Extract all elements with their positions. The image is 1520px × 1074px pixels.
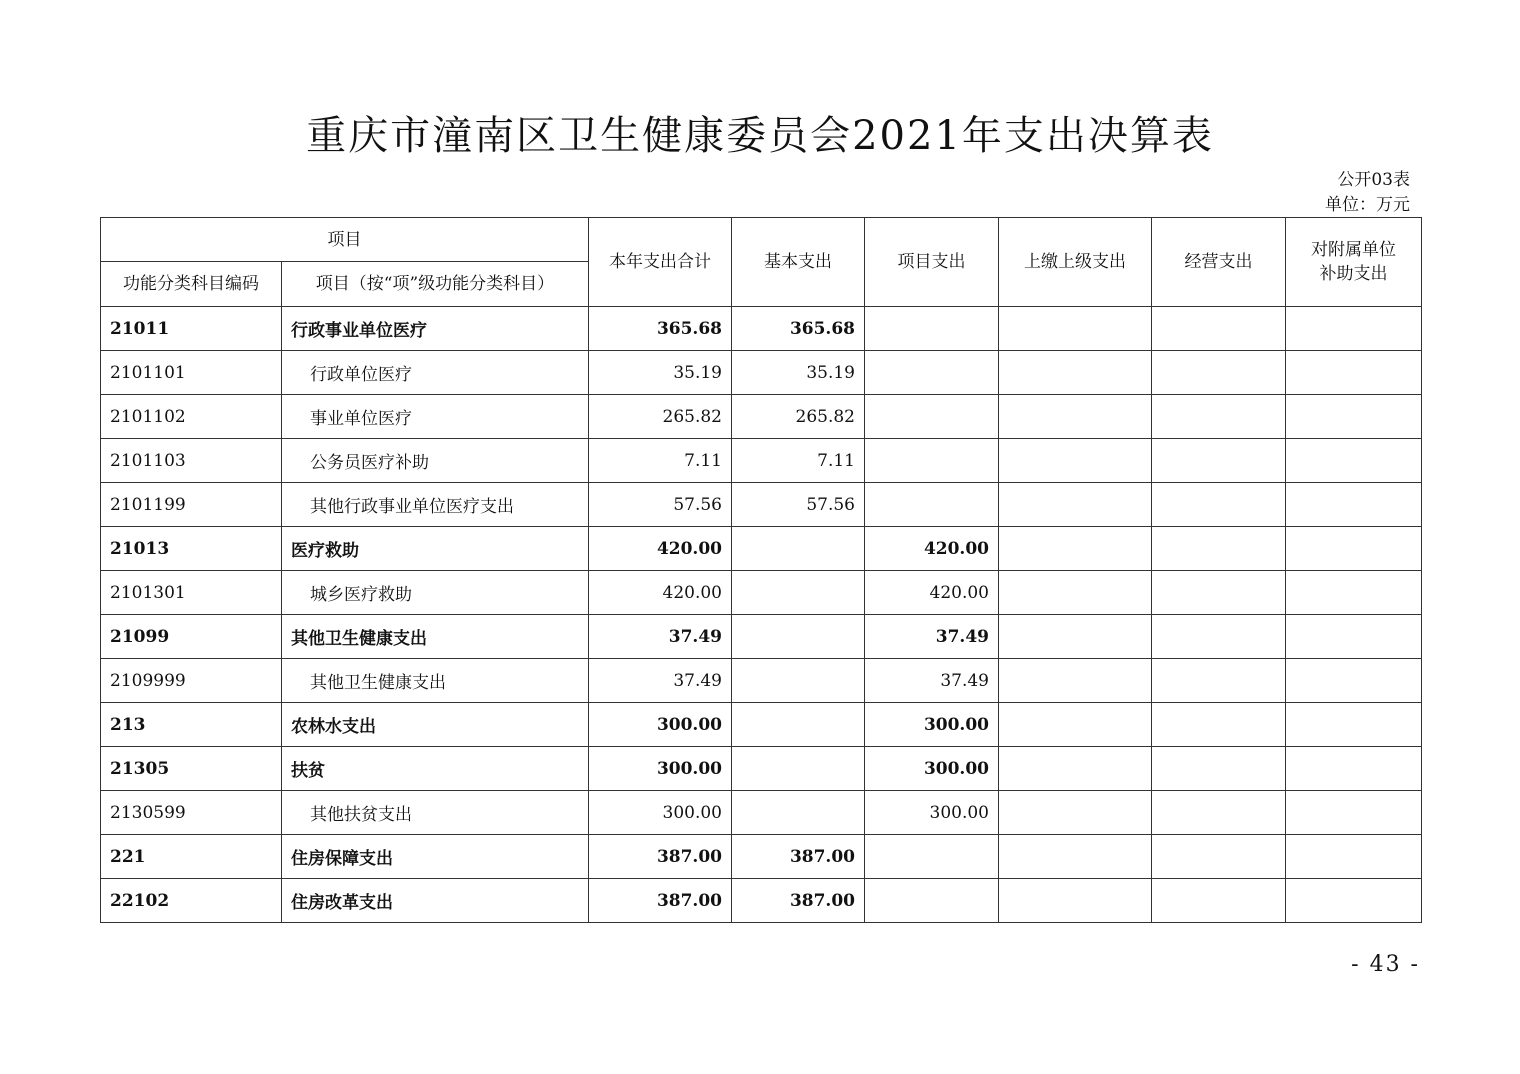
cell-subsidy	[1286, 879, 1422, 923]
cell-upper	[999, 791, 1152, 835]
table-row	[101, 615, 1422, 659]
cell-project	[865, 395, 999, 439]
table-row	[101, 439, 1422, 483]
cell-total: 420.00	[589, 527, 732, 571]
cell-subsidy	[1286, 439, 1422, 483]
cell-subsidy	[1286, 703, 1422, 747]
header-upper-remittance: 上缴上级支出	[999, 218, 1152, 307]
cell-project: 37.49	[865, 659, 999, 703]
cell-name: 医疗救助	[282, 527, 589, 571]
cell-project	[865, 879, 999, 923]
cell-business	[1152, 483, 1286, 527]
cell-business	[1152, 615, 1286, 659]
header-code: 功能分类科目编码	[101, 262, 282, 307]
cell-total: 365.68	[589, 307, 732, 351]
cell-project	[865, 439, 999, 483]
cell-business	[1152, 659, 1286, 703]
cell-total: 57.56	[589, 483, 732, 527]
cell-project	[865, 835, 999, 879]
cell-project: 420.00	[865, 571, 999, 615]
cell-name: 扶贫	[282, 747, 589, 791]
cell-upper	[999, 439, 1152, 483]
table-row	[101, 395, 1422, 439]
table-row	[101, 835, 1422, 879]
table-row	[101, 879, 1422, 923]
cell-total: 387.00	[589, 835, 732, 879]
cell-code: 2130599	[101, 791, 282, 835]
cell-name: 行政事业单位医疗	[282, 307, 589, 351]
table-row	[101, 703, 1422, 747]
cell-total: 37.49	[589, 615, 732, 659]
cell-basic	[732, 791, 865, 835]
cell-business	[1152, 527, 1286, 571]
cell-code: 221	[101, 835, 282, 879]
cell-upper	[999, 395, 1152, 439]
cell-name: 事业单位医疗	[282, 395, 589, 439]
cell-name: 行政单位医疗	[282, 351, 589, 395]
cell-project: 300.00	[865, 747, 999, 791]
cell-basic: 265.82	[732, 395, 865, 439]
cell-basic: 57.56	[732, 483, 865, 527]
cell-basic	[732, 747, 865, 791]
header-subsidy-line1: 对附属单位	[1311, 240, 1396, 260]
cell-code: 2101103	[101, 439, 282, 483]
cell-total: 7.11	[589, 439, 732, 483]
cell-name: 其他卫生健康支出	[282, 615, 589, 659]
page-title: 重庆市潼南区卫生健康委员会2021年支出决算表	[306, 113, 1214, 159]
cell-total: 300.00	[589, 791, 732, 835]
cell-total: 35.19	[589, 351, 732, 395]
cell-name: 住房改革支出	[282, 879, 589, 923]
cell-subsidy	[1286, 835, 1422, 879]
cell-name: 其他卫生健康支出	[282, 659, 589, 703]
cell-upper	[999, 527, 1152, 571]
cell-total: 420.00	[589, 571, 732, 615]
cell-total: 387.00	[589, 879, 732, 923]
expenditure-table	[100, 217, 1422, 923]
table-row	[101, 747, 1422, 791]
cell-subsidy	[1286, 483, 1422, 527]
header-subsidy-line2: 补助支出	[1319, 264, 1388, 284]
cell-upper	[999, 571, 1152, 615]
cell-business	[1152, 395, 1286, 439]
cell-project: 420.00	[865, 527, 999, 571]
cell-basic	[732, 571, 865, 615]
cell-upper	[999, 615, 1152, 659]
page-number: - 43 -	[1351, 952, 1420, 977]
cell-code: 2109999	[101, 659, 282, 703]
cell-business	[1152, 571, 1286, 615]
cell-subsidy	[1286, 307, 1422, 351]
header-subsidy	[1286, 218, 1422, 307]
header-name: 项目（按“项”级功能分类科目）	[282, 262, 589, 307]
cell-basic: 387.00	[732, 835, 865, 879]
cell-business	[1152, 835, 1286, 879]
cell-business	[1152, 879, 1286, 923]
cell-code: 21099	[101, 615, 282, 659]
cell-upper	[999, 747, 1152, 791]
header-business: 经营支出	[1152, 218, 1286, 307]
cell-basic: 387.00	[732, 879, 865, 923]
table-row	[101, 791, 1422, 835]
cell-subsidy	[1286, 659, 1422, 703]
cell-project: 300.00	[865, 791, 999, 835]
cell-subsidy	[1286, 747, 1422, 791]
cell-subsidy	[1286, 615, 1422, 659]
unit-label: 单位：万元	[1325, 195, 1410, 215]
cell-subsidy	[1286, 351, 1422, 395]
cell-basic	[732, 659, 865, 703]
cell-name: 住房保障支出	[282, 835, 589, 879]
cell-name: 农林水支出	[282, 703, 589, 747]
cell-subsidy	[1286, 395, 1422, 439]
cell-upper	[999, 307, 1152, 351]
cell-code: 21013	[101, 527, 282, 571]
cell-business	[1152, 703, 1286, 747]
cell-upper	[999, 483, 1152, 527]
table-row	[101, 527, 1422, 571]
cell-project	[865, 483, 999, 527]
cell-project	[865, 351, 999, 395]
cell-project: 37.49	[865, 615, 999, 659]
table-header	[101, 218, 1422, 307]
cell-code: 2101102	[101, 395, 282, 439]
header-project-expenditure: 项目支出	[865, 218, 999, 307]
table-row	[101, 351, 1422, 395]
table-row	[101, 483, 1422, 527]
cell-basic	[732, 703, 865, 747]
cell-project	[865, 307, 999, 351]
header-total: 本年支出合计	[589, 218, 732, 307]
cell-code: 21011	[101, 307, 282, 351]
cell-code: 2101301	[101, 571, 282, 615]
cell-business	[1152, 747, 1286, 791]
form-number: 公开03表	[1337, 170, 1410, 190]
cell-business	[1152, 307, 1286, 351]
cell-business	[1152, 351, 1286, 395]
cell-basic	[732, 527, 865, 571]
cell-business	[1152, 439, 1286, 483]
cell-code: 2101199	[101, 483, 282, 527]
header-basic: 基本支出	[732, 218, 865, 307]
cell-name: 其他扶贫支出	[282, 791, 589, 835]
cell-upper	[999, 351, 1152, 395]
cell-subsidy	[1286, 791, 1422, 835]
table-row	[101, 307, 1422, 351]
table-row	[101, 659, 1422, 703]
cell-name: 其他行政事业单位医疗支出	[282, 483, 589, 527]
cell-total: 300.00	[589, 703, 732, 747]
cell-name: 城乡医疗救助	[282, 571, 589, 615]
cell-subsidy	[1286, 527, 1422, 571]
cell-name: 公务员医疗补助	[282, 439, 589, 483]
cell-code: 213	[101, 703, 282, 747]
table-body	[101, 307, 1422, 923]
cell-project: 300.00	[865, 703, 999, 747]
cell-code: 2101101	[101, 351, 282, 395]
cell-total: 300.00	[589, 747, 732, 791]
cell-upper	[999, 659, 1152, 703]
cell-code: 21305	[101, 747, 282, 791]
cell-subsidy	[1286, 571, 1422, 615]
table-row	[101, 571, 1422, 615]
cell-total: 37.49	[589, 659, 732, 703]
cell-basic: 35.19	[732, 351, 865, 395]
cell-basic: 7.11	[732, 439, 865, 483]
cell-business	[1152, 791, 1286, 835]
cell-basic: 365.68	[732, 307, 865, 351]
header-project: 项目	[101, 218, 589, 262]
cell-upper	[999, 879, 1152, 923]
cell-basic	[732, 615, 865, 659]
cell-upper	[999, 835, 1152, 879]
cell-code: 22102	[101, 879, 282, 923]
cell-upper	[999, 703, 1152, 747]
cell-total: 265.82	[589, 395, 732, 439]
